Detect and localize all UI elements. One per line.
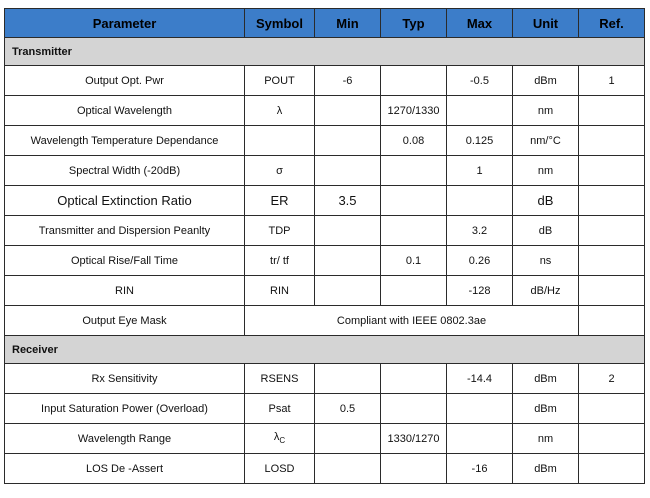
ref-cell	[579, 394, 645, 424]
max-cell: -128	[447, 276, 513, 306]
param-cell: Transmitter and Dispersion Peanlty	[5, 216, 245, 246]
min-cell: 3.5	[315, 186, 381, 216]
table-row	[5, 96, 645, 126]
col-header-unit: Unit	[513, 9, 579, 38]
param-cell: Spectral Width (-20dB)	[5, 156, 245, 186]
ref-cell	[579, 96, 645, 126]
ref-cell: 1	[579, 66, 645, 96]
table-row	[5, 246, 645, 276]
min-cell	[315, 216, 381, 246]
symbol-cell: ER	[245, 186, 315, 216]
symbol-cell: TDP	[245, 216, 315, 246]
unit-cell: dB/Hz	[513, 276, 579, 306]
max-cell: 0.26	[447, 246, 513, 276]
param-cell: Optical Wavelength	[5, 96, 245, 126]
symbol-cell: LOSD	[245, 454, 315, 484]
symbol-cell: POUT	[245, 66, 315, 96]
symbol-cell: λ	[245, 96, 315, 126]
table-row	[5, 276, 645, 306]
typ-cell	[381, 186, 447, 216]
symbol-cell: σ	[245, 156, 315, 186]
eye-mask-value: Compliant with IEEE 0802.3ae	[245, 306, 579, 336]
unit-cell: dBm	[513, 364, 579, 394]
ref-cell	[579, 126, 645, 156]
typ-cell: 1270/1330	[381, 96, 447, 126]
typ-cell	[381, 216, 447, 246]
table-row	[5, 216, 645, 246]
symbol-main: λ	[273, 431, 280, 444]
spec-table	[4, 8, 645, 484]
ref-cell	[579, 454, 645, 484]
typ-cell	[381, 364, 447, 394]
ref-cell	[579, 216, 645, 246]
typ-cell	[381, 156, 447, 186]
unit-cell: nm	[513, 96, 579, 126]
col-header-max: Max	[447, 9, 513, 38]
param-cell: Rx Sensitivity	[5, 364, 245, 394]
col-header-typ: Typ	[381, 9, 447, 38]
typ-cell	[381, 394, 447, 424]
ref-cell	[579, 186, 645, 216]
param-cell: Wavelength Range	[5, 424, 245, 454]
table-row	[5, 186, 645, 216]
max-cell: -16	[447, 454, 513, 484]
max-cell: 1	[447, 156, 513, 186]
symbol-subscript: C	[279, 436, 286, 446]
max-cell: -14.4	[447, 364, 513, 394]
typ-cell: 0.08	[381, 126, 447, 156]
max-cell	[447, 424, 513, 454]
ref-cell	[579, 306, 645, 336]
symbol-cell	[245, 126, 315, 156]
symbol-cell: Psat	[245, 394, 315, 424]
ref-cell: 2	[579, 364, 645, 394]
table-row	[5, 156, 645, 186]
min-cell	[315, 156, 381, 186]
table-row	[5, 66, 645, 96]
ref-cell	[579, 156, 645, 186]
param-cell: Output Eye Mask	[5, 306, 245, 336]
unit-cell: dB	[513, 186, 579, 216]
table-row	[5, 126, 645, 156]
min-cell	[315, 276, 381, 306]
unit-cell: dB	[513, 216, 579, 246]
param-cell: Input Saturation Power (Overload)	[5, 394, 245, 424]
min-cell	[315, 126, 381, 156]
param-cell: Optical Extinction Ratio	[5, 186, 245, 216]
min-cell	[315, 96, 381, 126]
table-row	[5, 454, 645, 484]
param-cell: LOS De -Assert	[5, 454, 245, 484]
typ-cell	[381, 66, 447, 96]
section-row-receiver	[5, 336, 645, 364]
min-cell	[315, 246, 381, 276]
col-header-ref: Ref.	[579, 9, 645, 38]
symbol-cell: RSENS	[245, 364, 315, 394]
max-cell: 3.2	[447, 216, 513, 246]
min-cell: 0.5	[315, 394, 381, 424]
max-cell: 0.125	[447, 126, 513, 156]
unit-cell: nm	[513, 156, 579, 186]
param-cell: Optical Rise/Fall Time	[5, 246, 245, 276]
typ-cell	[381, 276, 447, 306]
ref-cell	[579, 246, 645, 276]
min-cell	[315, 454, 381, 484]
typ-cell	[381, 454, 447, 484]
max-cell	[447, 96, 513, 126]
table-row	[5, 424, 645, 454]
param-cell: RIN	[5, 276, 245, 306]
symbol-cell: tr/ tf	[245, 246, 315, 276]
unit-cell: nm	[513, 424, 579, 454]
param-cell: Wavelength Temperature Dependance	[5, 126, 245, 156]
unit-cell: ns	[513, 246, 579, 276]
section-title: Transmitter	[5, 38, 645, 66]
unit-cell: dBm	[513, 66, 579, 96]
table-row-eye-mask	[5, 306, 645, 336]
col-header-symbol: Symbol	[245, 9, 315, 38]
max-cell	[447, 394, 513, 424]
col-header-parameter: Parameter	[5, 9, 245, 38]
unit-cell: nm/°C	[513, 126, 579, 156]
section-row-transmitter	[5, 38, 645, 66]
unit-cell: dBm	[513, 394, 579, 424]
table-row	[5, 394, 645, 424]
header-row	[5, 9, 645, 38]
min-cell: -6	[315, 66, 381, 96]
typ-cell: 1330/1270	[381, 424, 447, 454]
param-cell: Output Opt. Pwr	[5, 66, 245, 96]
unit-cell: dBm	[513, 454, 579, 484]
typ-cell: 0.1	[381, 246, 447, 276]
section-title: Receiver	[5, 336, 645, 364]
ref-cell	[579, 424, 645, 454]
col-header-min: Min	[315, 9, 381, 38]
min-cell	[315, 364, 381, 394]
ref-cell	[579, 276, 645, 306]
max-cell	[447, 186, 513, 216]
symbol-cell	[245, 424, 315, 454]
table-row	[5, 364, 645, 394]
max-cell: -0.5	[447, 66, 513, 96]
min-cell	[315, 424, 381, 454]
symbol-cell: RIN	[245, 276, 315, 306]
